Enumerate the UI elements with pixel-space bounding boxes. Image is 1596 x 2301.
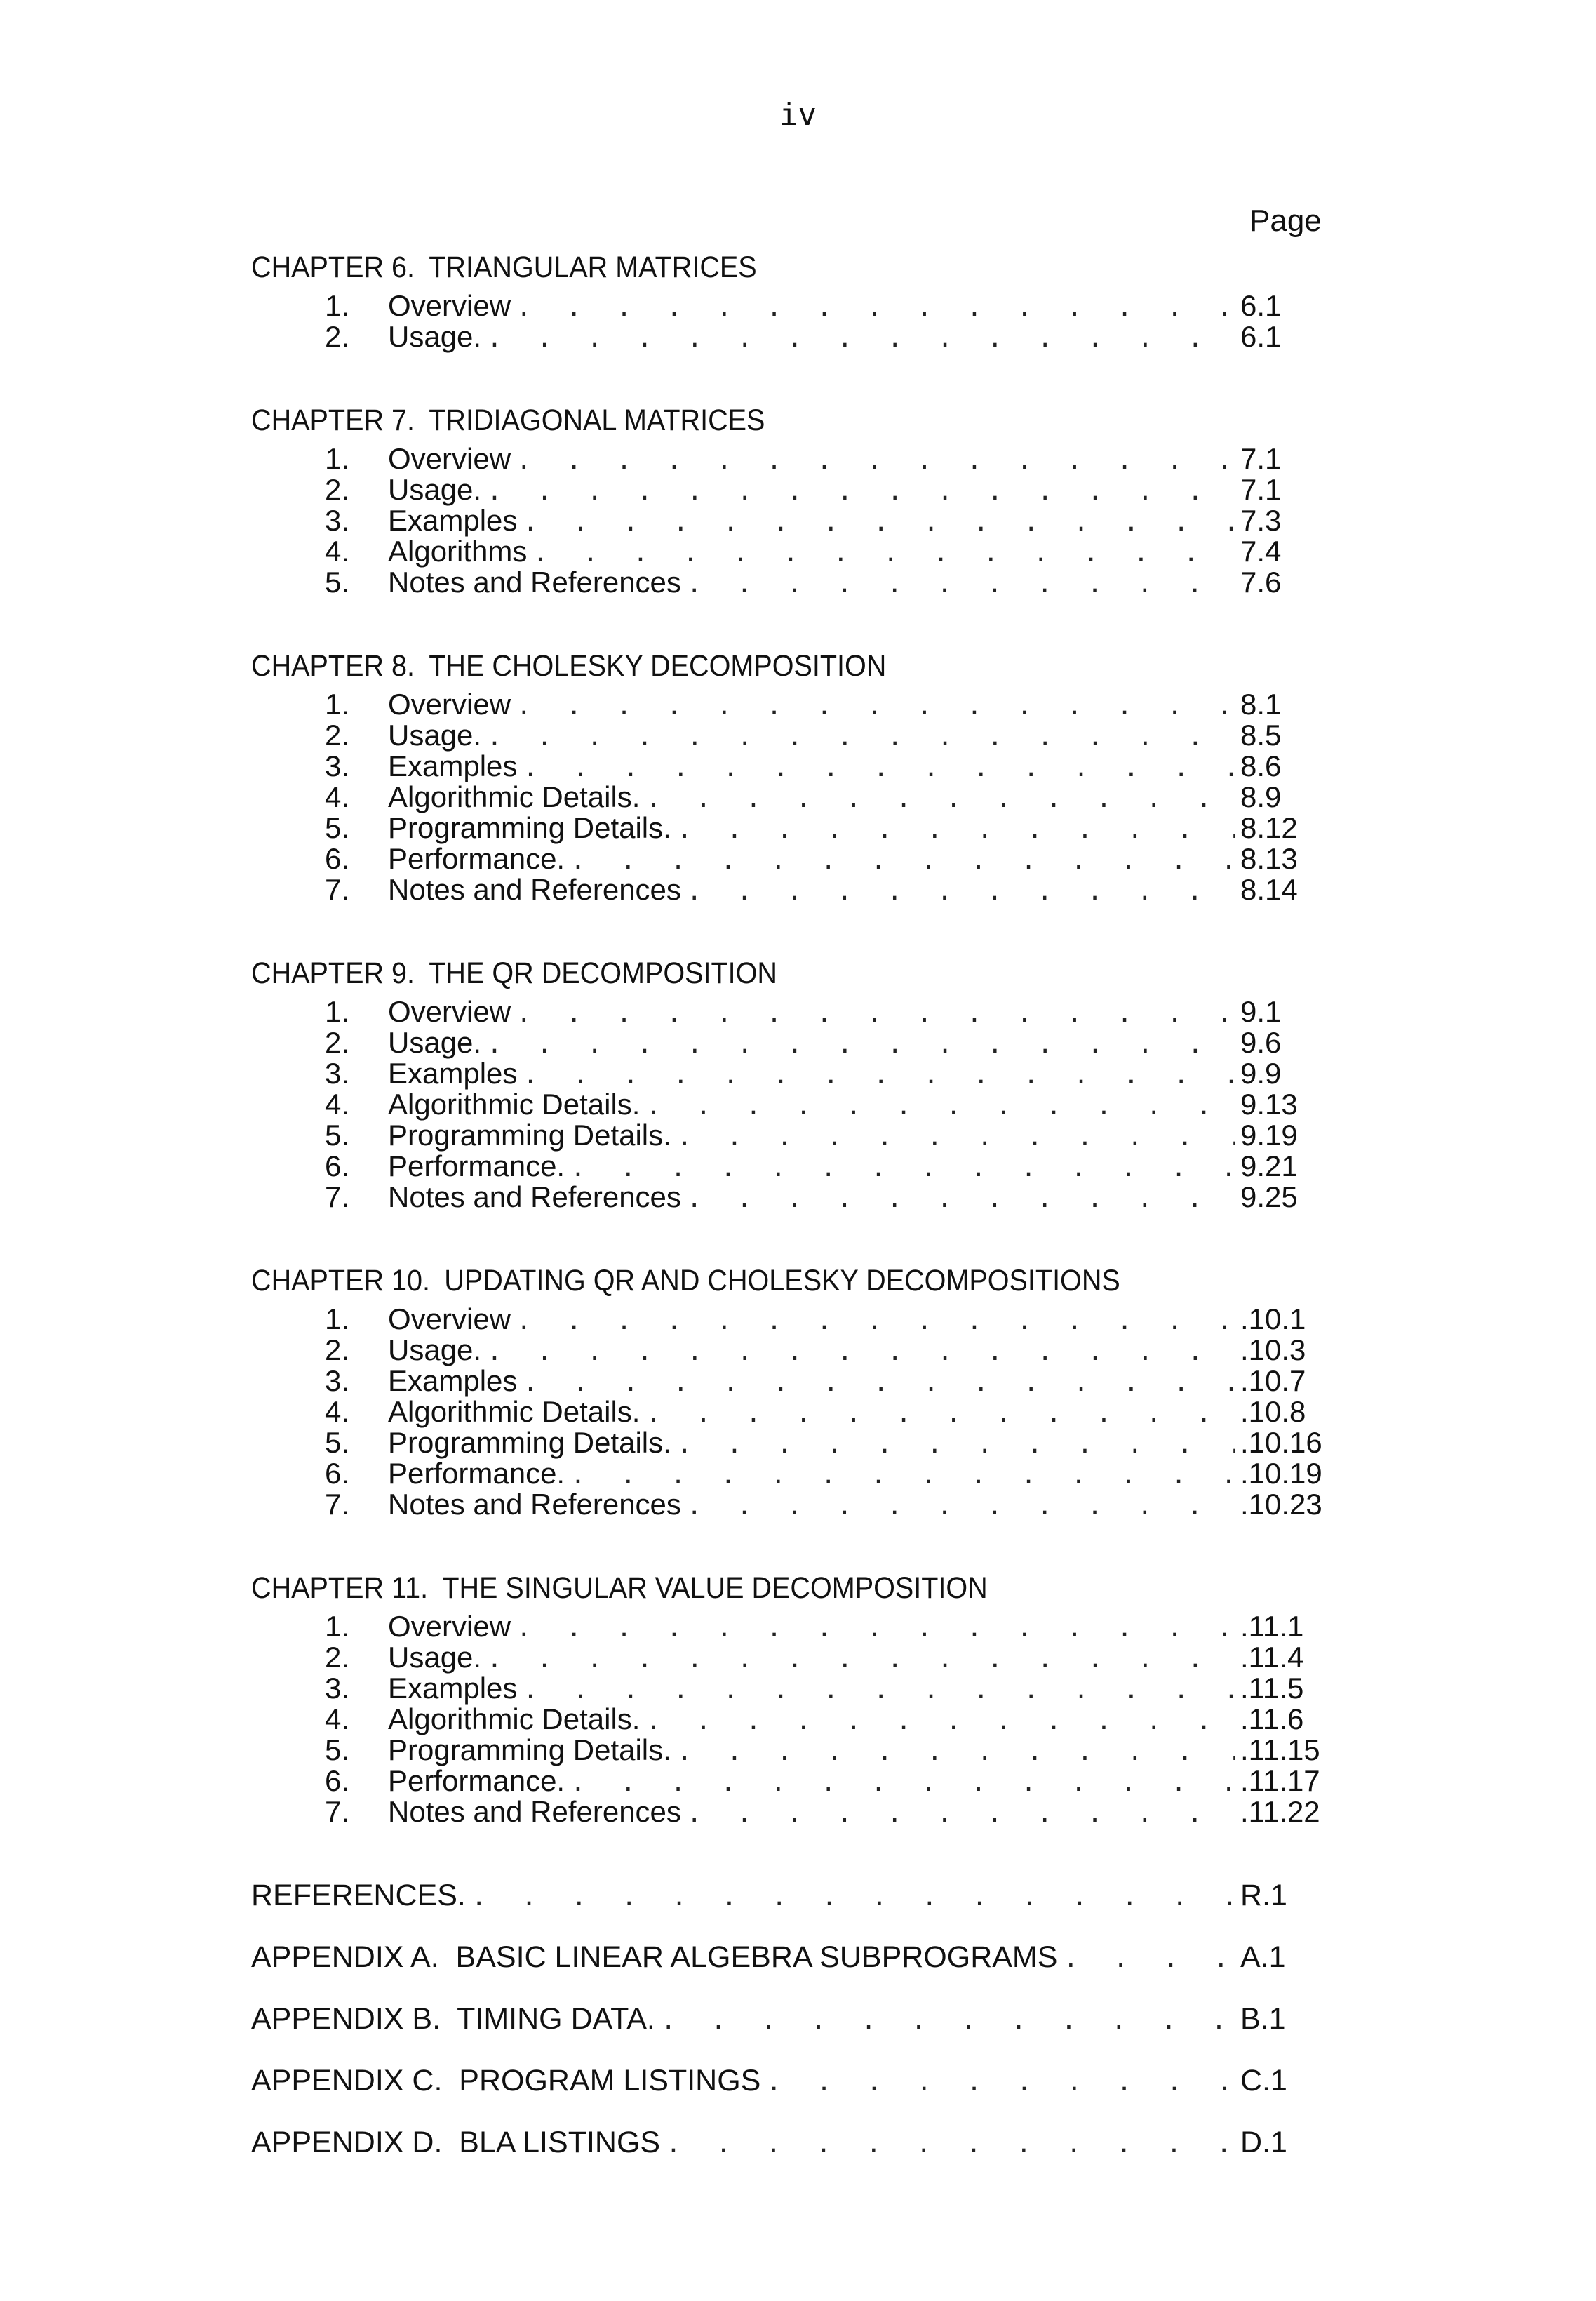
entry-page: 8.13 <box>1240 842 1298 875</box>
entry-number: 7. <box>325 1795 350 1828</box>
dot-leader <box>766 2060 1235 2106</box>
toc-entry <box>325 567 1317 598</box>
toc-entry <box>325 1488 1322 1521</box>
entry-label: Algorithmic Details. <box>388 1088 641 1121</box>
entry-label: Performance. <box>388 1149 565 1182</box>
dot-leader <box>687 1491 1235 1522</box>
back-matter-spacer <box>251 2042 1317 2057</box>
dot-leader <box>532 538 1235 569</box>
entry-number: 1. <box>325 1610 350 1643</box>
toc-entry <box>325 1058 1317 1089</box>
chapter-heading <box>251 643 1232 689</box>
dot-leader <box>687 569 1235 600</box>
chapter-entries <box>325 1302 1322 1521</box>
entry-label: Performance. <box>388 1457 565 1490</box>
back-matter-page: D.1 <box>1240 2126 1287 2159</box>
toc-entry <box>325 813 1317 843</box>
dot-leader <box>487 1029 1235 1060</box>
chapter-heading <box>251 244 1232 291</box>
back-matter-label: APPENDIX C. PROGRAM LISTINGS <box>251 2064 761 2097</box>
toc-entry <box>325 1764 1320 1797</box>
back-matter-entry <box>251 2057 1317 2104</box>
entry-page: 8.9 <box>1240 780 1282 813</box>
entry-number: 3. <box>325 1672 350 1705</box>
toc-entry <box>325 1611 1317 1642</box>
toc-entry <box>325 1027 1317 1058</box>
back-matter-label: REFERENCES. <box>251 1879 466 1912</box>
entry-page: 8.1 <box>1240 688 1282 721</box>
entry-page: .10.8 <box>1240 1395 1306 1428</box>
entry-number: 4. <box>325 1088 350 1121</box>
chapter-entries <box>325 689 1317 905</box>
section-spacer <box>251 905 1317 950</box>
back-matter-entry <box>251 1872 1317 1919</box>
entry-number: 2. <box>325 719 350 752</box>
entry-label: Overview <box>388 1302 511 1335</box>
entry-number: 6. <box>325 1764 350 1797</box>
toc-entry <box>325 1426 1322 1459</box>
entry-label: Programming Details. <box>388 811 671 844</box>
entry-label: Overview <box>388 688 511 721</box>
dot-leader <box>687 1799 1235 1829</box>
entry-label: Usage. <box>388 1333 482 1366</box>
entry-number: 6. <box>325 842 350 875</box>
entry-label: Algorithmic Details. <box>388 1395 641 1428</box>
dot-leader <box>487 722 1235 753</box>
entry-label: Usage. <box>388 719 482 752</box>
toc-entry <box>325 1396 1317 1427</box>
entry-page: 7.6 <box>1240 566 1282 599</box>
chapter-heading <box>251 397 1232 443</box>
entry-page: 8.5 <box>1240 719 1282 752</box>
entry-number: 1. <box>325 688 350 721</box>
dot-leader <box>516 1306 1235 1337</box>
dot-leader <box>523 1368 1235 1399</box>
entry-page: 9.9 <box>1240 1057 1282 1090</box>
entry-label: Notes and References <box>388 873 681 906</box>
entry-number: 7. <box>325 873 350 906</box>
dot-leader <box>677 1737 1235 1768</box>
back-matter-label: APPENDIX D. BLA LISTINGS <box>251 2126 661 2159</box>
entry-page: 7.1 <box>1240 473 1282 506</box>
entry-page: 8.6 <box>1240 749 1282 782</box>
dot-leader <box>570 1768 1235 1799</box>
entry-label: Usage. <box>388 1641 482 1674</box>
chapter-label: CHAPTER 10. <box>251 1264 431 1298</box>
entry-number: 3. <box>325 749 350 782</box>
entry-label: Examples <box>388 504 518 537</box>
entry-page: 9.1 <box>1240 995 1282 1028</box>
page-column-header: Page <box>1249 204 1322 238</box>
chapter-section <box>251 244 1317 352</box>
dot-leader <box>487 324 1235 354</box>
entry-page: .10.1 <box>1240 1302 1306 1335</box>
chapter-section <box>251 643 1317 905</box>
chapter-section <box>251 950 1317 1213</box>
back-matter-label: APPENDIX A. BASIC LINEAR ALGEBRA SUBPROGRAMS <box>251 1940 1058 1974</box>
back-matter-page: A.1 <box>1240 1940 1286 1974</box>
entry-number: 2. <box>325 473 350 506</box>
entry-page: 9.19 <box>1240 1119 1298 1152</box>
toc-entry <box>325 996 1317 1027</box>
entry-page: .11.4 <box>1240 1641 1304 1674</box>
entry-number: 5. <box>325 566 350 599</box>
dot-leader <box>471 1874 1235 1921</box>
chapter-label: CHAPTER 8. <box>251 649 415 683</box>
entry-number: 4. <box>325 1702 350 1735</box>
entry-page: 8.12 <box>1240 811 1298 844</box>
entry-label: Programming Details. <box>388 1426 671 1459</box>
entry-page: .10.3 <box>1240 1333 1306 1366</box>
entry-label: Algorithmic Details. <box>388 780 641 813</box>
dot-leader <box>523 507 1235 538</box>
entry-label: Programming Details. <box>388 1119 671 1152</box>
table-of-contents <box>251 244 1322 2166</box>
entry-page: .11.17 <box>1240 1764 1320 1797</box>
toc-entry <box>325 1335 1317 1366</box>
dot-leader <box>516 691 1235 722</box>
entry-page: 6.1 <box>1240 289 1282 322</box>
toc-entry <box>325 720 1317 751</box>
toc-entry <box>325 1457 1322 1490</box>
entry-number: 5. <box>325 1733 350 1766</box>
dot-leader <box>523 753 1235 784</box>
toc-entry <box>325 1089 1317 1120</box>
toc-entry <box>325 843 1317 874</box>
chapter-title: THE QR DECOMPOSITION <box>429 956 777 990</box>
entry-page: 9.25 <box>1240 1180 1298 1213</box>
entry-number: 2. <box>325 1333 350 1366</box>
section-spacer <box>251 352 1317 397</box>
entry-number: 7. <box>325 1180 350 1213</box>
dot-leader <box>487 1644 1235 1675</box>
entry-label: Examples <box>388 749 518 782</box>
dot-leader <box>487 476 1235 507</box>
entry-label: Performance. <box>388 1764 565 1797</box>
entry-label: Algorithms <box>388 535 528 568</box>
toc-entry <box>325 1120 1317 1151</box>
entry-page: .10.7 <box>1240 1364 1306 1397</box>
toc-entry <box>325 1366 1317 1396</box>
entry-label: Usage. <box>388 473 482 506</box>
entry-number: 7. <box>325 1488 350 1521</box>
entry-number: 6. <box>325 1457 350 1490</box>
entry-label: Algorithmic Details. <box>388 1702 641 1735</box>
entry-label: Examples <box>388 1672 518 1705</box>
entry-number: 4. <box>325 1395 350 1428</box>
entry-page: 6.1 <box>1240 320 1282 353</box>
toc-entry <box>325 443 1317 474</box>
entry-label: Usage. <box>388 320 482 353</box>
entry-number: 1. <box>325 1302 350 1335</box>
chapter-title: UPDATING QR AND CHOLESKY DECOMPOSITIONS <box>444 1264 1120 1298</box>
dot-leader <box>687 1184 1235 1215</box>
dot-leader <box>1063 1936 1235 1982</box>
dot-leader <box>687 876 1235 907</box>
toc-entry <box>325 291 1317 321</box>
chapter-heading <box>251 950 1232 996</box>
toc-entry <box>325 321 1317 352</box>
entry-number: 2. <box>325 1641 350 1674</box>
chapter-section <box>251 1258 1322 1521</box>
back-matter-label: APPENDIX B. TIMING DATA. <box>251 2002 655 2036</box>
toc-entry <box>325 505 1317 536</box>
dot-leader <box>516 446 1235 476</box>
chapter-label: CHAPTER 11. <box>251 1571 429 1605</box>
entry-label: Overview <box>388 442 511 475</box>
entry-number: 5. <box>325 1119 350 1152</box>
dot-leader <box>487 1337 1235 1368</box>
dot-leader <box>645 784 1235 815</box>
dot-leader <box>677 815 1235 846</box>
entry-page: 9.21 <box>1240 1149 1298 1182</box>
dot-leader <box>645 1091 1235 1122</box>
chapter-entries <box>325 291 1317 352</box>
dot-leader <box>516 999 1235 1029</box>
chapter-heading <box>251 1258 1232 1304</box>
section-spacer <box>251 1827 1317 1872</box>
entry-label: Usage. <box>388 1026 482 1059</box>
entry-page: .11.1 <box>1240 1610 1304 1643</box>
back-matter-page: C.1 <box>1240 2064 1287 2097</box>
entry-number: 3. <box>325 1364 350 1397</box>
chapter-title: THE SINGULAR VALUE DECOMPOSITION <box>442 1571 988 1605</box>
entry-page: 7.4 <box>1240 535 1282 568</box>
back-matter-spacer <box>251 2104 1317 2119</box>
chapter-heading <box>251 1565 1232 1611</box>
section-spacer <box>251 598 1317 643</box>
chapter-title: THE CHOLESKY DECOMPOSITION <box>429 649 887 683</box>
entry-number: 1. <box>325 442 350 475</box>
entry-label: Notes and References <box>388 1180 681 1213</box>
toc-entry <box>325 1642 1317 1673</box>
dot-leader <box>523 1060 1235 1091</box>
dot-leader <box>570 846 1235 876</box>
toc-entry <box>325 1182 1317 1213</box>
entry-number: 1. <box>325 995 350 1028</box>
entry-number: 5. <box>325 1426 350 1459</box>
dot-leader <box>645 1399 1235 1429</box>
entry-page: 8.14 <box>1240 873 1298 906</box>
chapter-entries <box>325 1610 1320 1828</box>
back-matter-spacer <box>251 1980 1317 1996</box>
entry-page: .10.16 <box>1240 1426 1322 1459</box>
entry-label: Examples <box>388 1364 518 1397</box>
toc-entry <box>325 1795 1320 1828</box>
chapter-label: CHAPTER 7. <box>251 403 415 437</box>
entry-number: 1. <box>325 289 350 322</box>
toc-entry <box>325 874 1317 905</box>
entry-page: .11.15 <box>1240 1733 1320 1766</box>
entry-label: Overview <box>388 289 511 322</box>
entry-label: Notes and References <box>388 1795 681 1828</box>
entry-page: .10.19 <box>1240 1457 1322 1490</box>
back-matter-entry <box>251 1996 1317 2042</box>
entry-number: 3. <box>325 1057 350 1090</box>
chapter-entries <box>325 443 1317 598</box>
dot-leader <box>645 1706 1235 1737</box>
entry-page: .11.5 <box>1240 1672 1304 1705</box>
entry-label: Overview <box>388 995 511 1028</box>
back-matter-spacer <box>251 1919 1317 1934</box>
toc-entry <box>325 689 1317 720</box>
toc-entry <box>325 1733 1320 1766</box>
chapter-title: TRIANGULAR MATRICES <box>429 251 757 284</box>
dot-leader <box>516 293 1235 324</box>
page-number: iv <box>779 97 817 133</box>
entry-page: 9.6 <box>1240 1026 1282 1059</box>
section-spacer <box>251 1213 1317 1258</box>
entry-page: 7.3 <box>1240 504 1282 537</box>
entry-number: 4. <box>325 780 350 813</box>
toc-entry <box>325 1304 1317 1335</box>
entry-number: 2. <box>325 1026 350 1059</box>
entry-label: Programming Details. <box>388 1733 671 1766</box>
toc-entry <box>325 536 1317 567</box>
entry-number: 4. <box>325 535 350 568</box>
entry-number: 6. <box>325 1149 350 1182</box>
back-matter-entry <box>251 2119 1317 2166</box>
toc-entry <box>325 782 1317 813</box>
entry-page: .10.23 <box>1240 1488 1322 1521</box>
entry-page: .11.6 <box>1240 1702 1304 1735</box>
entry-page: 7.1 <box>1240 442 1282 475</box>
dot-leader <box>677 1122 1235 1153</box>
dot-leader <box>661 1998 1235 2044</box>
chapter-title: TRIDIAGONAL MATRICES <box>429 403 765 437</box>
dot-leader <box>523 1675 1235 1706</box>
toc-entry <box>325 751 1317 782</box>
back-matter-page: R.1 <box>1240 1879 1287 1912</box>
dot-leader <box>666 2121 1235 2168</box>
toc-entry <box>325 1673 1317 1704</box>
dot-leader <box>677 1429 1235 1460</box>
chapter-label: CHAPTER 6. <box>251 251 415 284</box>
chapter-section <box>251 1565 1320 1828</box>
back-matter-entry <box>251 1934 1317 1980</box>
entry-page: .11.22 <box>1240 1795 1320 1828</box>
dot-leader <box>570 1153 1235 1184</box>
entry-label: Examples <box>388 1057 518 1090</box>
toc-entry <box>325 1704 1317 1735</box>
entry-label: Notes and References <box>388 566 681 599</box>
entry-number: 3. <box>325 504 350 537</box>
entry-number: 5. <box>325 811 350 844</box>
section-spacer <box>251 1520 1317 1565</box>
chapter-label: CHAPTER 9. <box>251 956 415 990</box>
chapter-entries <box>325 996 1317 1213</box>
chapter-section <box>251 397 1317 598</box>
entry-number: 2. <box>325 320 350 353</box>
toc-entry <box>325 474 1317 505</box>
entry-label: Performance. <box>388 842 565 875</box>
back-matter-page: B.1 <box>1240 2002 1286 2036</box>
dot-leader <box>516 1613 1235 1644</box>
dot-leader <box>570 1460 1235 1491</box>
entry-label: Overview <box>388 1610 511 1643</box>
entry-label: Notes and References <box>388 1488 681 1521</box>
toc-entry <box>325 1151 1317 1182</box>
entry-page: 9.13 <box>1240 1088 1298 1121</box>
